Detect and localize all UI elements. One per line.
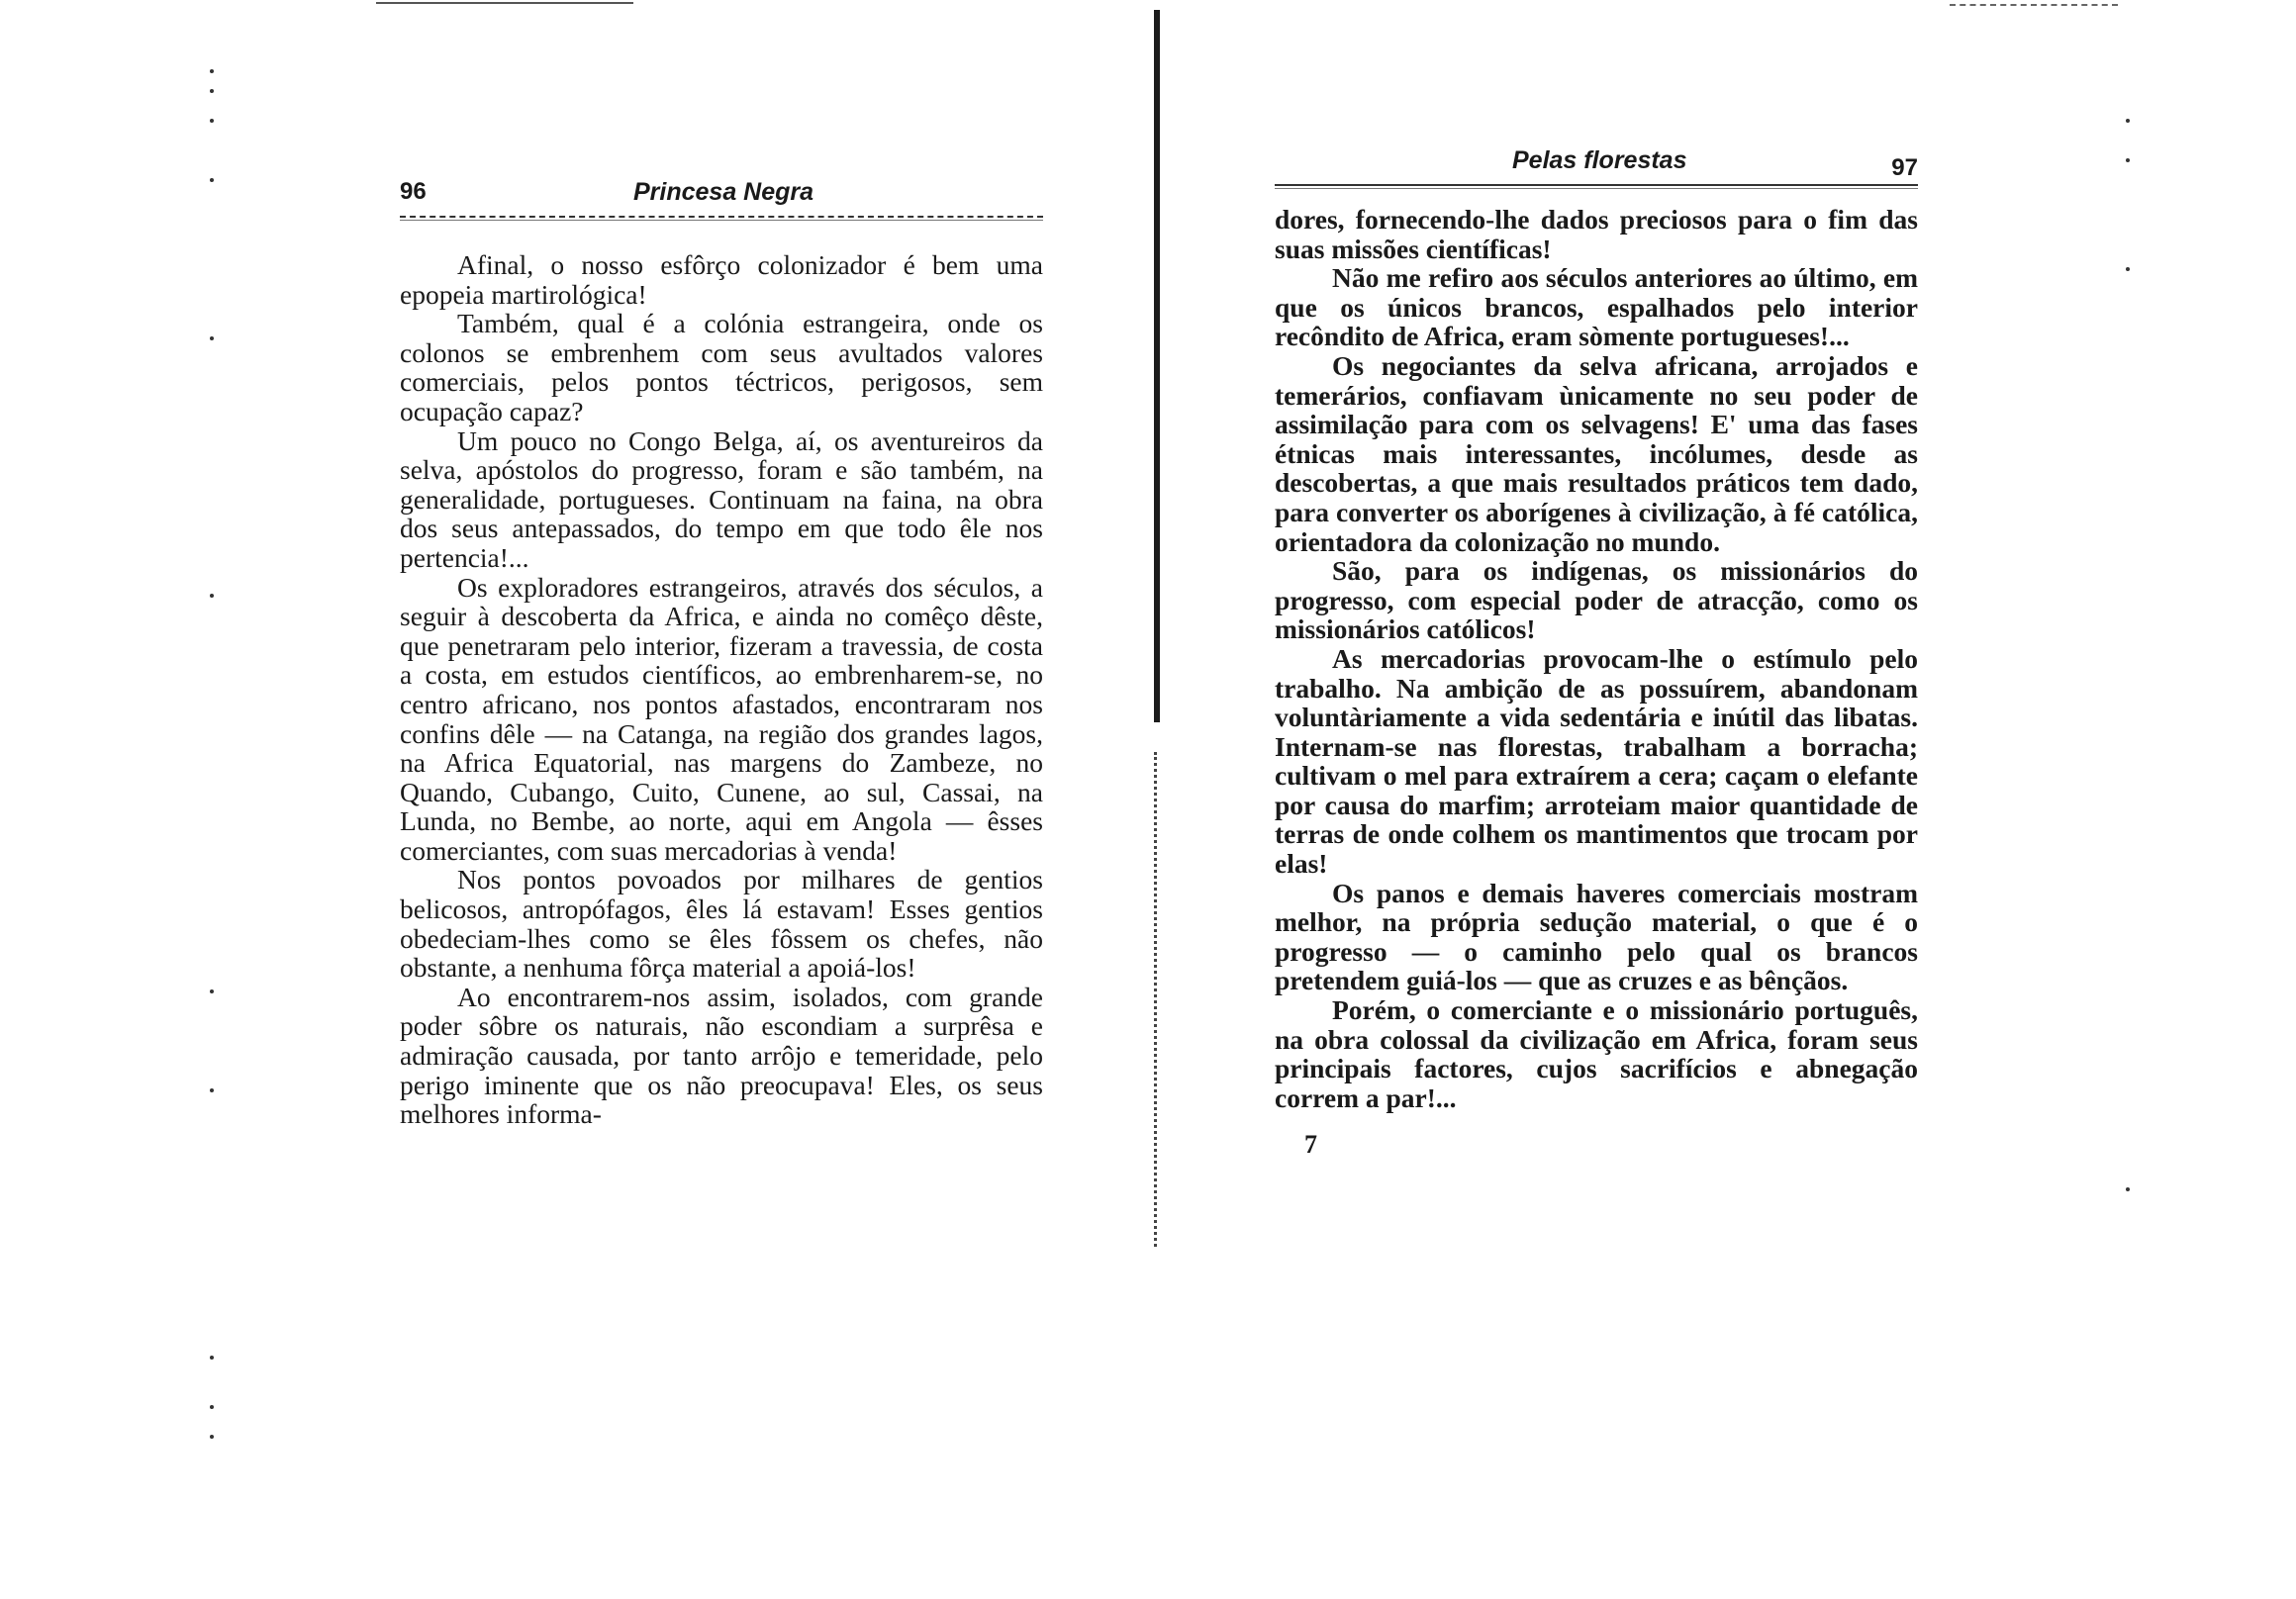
- paragraph: Os panos e demais haveres comerciais mostram melhor, na própria sedução material, o que é o progresso — o caminho pelo qual os brancos pretendem guiá-los — que as cruzes e as bênçãos.: [1275, 877, 1918, 996]
- paragraph: Os exploradores estrangeiros, através dos séculos, a seguir à descoberta da Africa, e ainda no comêço dêste, que penetraram pelo interior, fizeram a travessia, de costa a costa, em estudos científicos, ao embrenharem-se, no centro africano, nos pontos afastados, encontraram nos confins dêle — na Catanga, na região dos grandes lagos, na Africa Equatorial, nas margens do Zambeze, no Quando, Cubango, Cuito, Cunene, ao sul, Cassai, na Lunda, no Bembe, ao norte, aqui em Angola — êsses comerciantes, com suas mercadorias à venda!: [400, 571, 1043, 866]
- top-edge-rule-left: [376, 2, 633, 4]
- paragraph: Nos pontos povoados por milhares de gentios belicosos, antropófagos, êles lá estavam! Esses gentios obedeciam-lhes como se êles fôssem os chefes, não obstante, a nenhuma fôrça material a apoiá-los!: [400, 864, 1043, 984]
- paragraph: São, para os indígenas, os missionários do progresso, com especial poder de atracção, como os missionários católicos!: [1275, 555, 1918, 645]
- left-page-header: [400, 170, 1043, 214]
- right-page-body: [1275, 205, 1918, 1112]
- paragraph: Também, qual é a colónia estrangeira, onde os colonos se embrenhem com seus avultados valores comerciais, pelos pontos téctricos, perigosos, sem ocupação capaz?: [400, 308, 1043, 426]
- left-running-title: Princesa Negra: [633, 178, 814, 206]
- left-margin-specks: [210, 40, 214, 1445]
- left-page: [400, 170, 1043, 1129]
- book-gutter-dots: [1154, 752, 1160, 1247]
- top-edge-rule-right: [1950, 4, 2118, 8]
- right-margin-specks: [2126, 119, 2130, 1306]
- right-page-header: [1275, 139, 1918, 182]
- paragraph: Um pouco no Congo Belga, aí, os aventureiros da selva, apóstolos do progresso, foram e são também, na generalidade, portugueses. Continuam na faina, na obra dos seus antepassados, do tempo em que todo êle nos pertencia!...: [400, 424, 1043, 573]
- book-gutter-shadow: [1154, 10, 1160, 722]
- paragraph: Porém, o comerciante e o missionário português, na obra colossal da civilização em Africa, foram seus principais factores, cujos sacrifícios e abnegação correm a par!...: [1275, 994, 1918, 1113]
- right-header-rule: [1275, 184, 1918, 189]
- continued-paragraph: dores, fornecendo-lhe dados preciosos para o fim das suas missões científicas!: [1275, 204, 1918, 264]
- paragraph: Ao encontrarem-nos assim, isolados, com grande poder sôbre os naturais, não escondiam a surprêsa e admiração causada, por tanto arrôjo e temeridade, pelo perigo iminente que os não preocupava! Eles, os seus melhores informa-: [400, 981, 1043, 1130]
- printer-signature-mark: 7: [1304, 1130, 1317, 1160]
- paragraph: Afinal, o nosso esfôrço colonizador é bem uma epopeia martirológica!: [400, 249, 1043, 310]
- paragraph: Não me refiro aos séculos anteriores ao último, em que os únicos brancos, espalhados pelo interior recôndito de Africa, eram sòmente portugueses!...: [1275, 262, 1918, 352]
- right-page: [1275, 139, 1918, 1160]
- left-page-number: 96: [400, 178, 427, 205]
- left-page-body: [400, 250, 1043, 1129]
- paragraph: Os negociantes da selva africana, arrojados e temerários, confiavam ùnicamente no seu poder de assimilação para com os selvagens! E' uma das fases étnicas mais interessantes, incólumes, desde as descobertas, a que mais resultados práticos tem dado, para converter os aborígenes à civilização, à fé católica, orientadora da colonização no mundo.: [1275, 349, 1918, 557]
- paragraph: As mercadorias provocam-lhe o estímulo pelo trabalho. Na ambição de as possuírem, abandonam voluntàriamente a vida sedentária e inútil das libatas. Internam-se nas florestas, trabalham a borracha; cultivam o mel para extraírem a cera; caçam o elefante por causa do marfim; arroteiam maior quantidade de terras de onde colhem os mantimentos que trocam por elas!: [1275, 642, 1918, 880]
- left-header-rule: [400, 216, 1043, 221]
- right-page-number: 97: [1891, 154, 1918, 181]
- right-running-title: Pelas florestas: [1512, 146, 1687, 174]
